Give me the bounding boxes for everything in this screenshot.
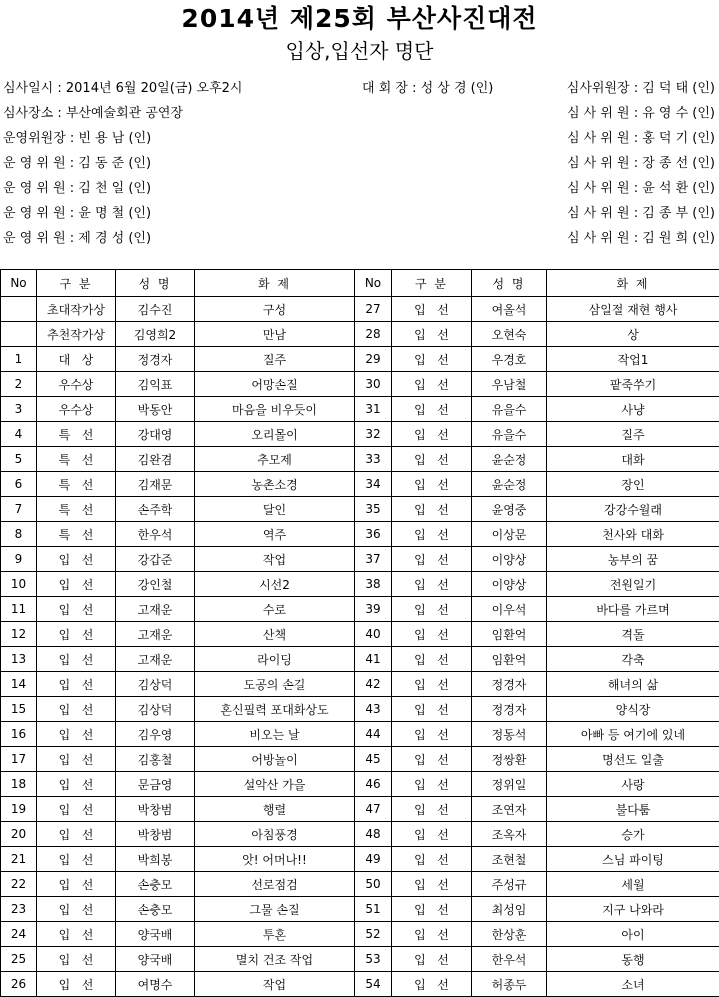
table-row: [1, 922, 719, 947]
entry-number: 38: [355, 572, 392, 597]
work-title: 멸치 건조 작업: [195, 947, 355, 972]
award-category: 입 선: [392, 947, 472, 972]
work-title: 만남: [195, 322, 355, 347]
judge-2: 심 사 위 원 : 홍 덕 기 (인): [567, 126, 715, 151]
entrant-name: 한우석: [116, 522, 195, 547]
entry-number: 24: [1, 922, 37, 947]
award-category: 입 선: [37, 822, 116, 847]
info-row: [0, 176, 719, 201]
info-row: [0, 126, 719, 151]
table-row: [1, 397, 719, 422]
award-category: 입 선: [392, 897, 472, 922]
award-category: 입 선: [37, 697, 116, 722]
award-category: 입 선: [37, 672, 116, 697]
work-title: 작업: [195, 547, 355, 572]
info-row: [0, 201, 719, 226]
work-title: 전원일기: [547, 572, 719, 597]
work-title: 어망손질: [195, 372, 355, 397]
table-row: [1, 872, 719, 897]
entry-number: 45: [355, 747, 392, 772]
entry-number: 40: [355, 622, 392, 647]
work-title: 사냥: [547, 397, 719, 422]
work-title: 아빠 등 여기에 있네: [547, 722, 719, 747]
entrant-name: 양국배: [116, 922, 195, 947]
award-category: 특 선: [37, 447, 116, 472]
work-title: 마음을 비우듯이: [195, 397, 355, 422]
column-header: 화 제: [195, 270, 355, 297]
award-category: 입 선: [392, 922, 472, 947]
entry-number: 35: [355, 497, 392, 522]
column-header: 화 제: [547, 270, 719, 297]
award-category: 입 선: [37, 872, 116, 897]
entry-number: 31: [355, 397, 392, 422]
entrant-name: 박동안: [116, 397, 195, 422]
info-row: [0, 151, 719, 176]
work-title: 선로점검: [195, 872, 355, 897]
work-title: 비오는 날: [195, 722, 355, 747]
award-category: 입 선: [392, 347, 472, 372]
entry-number: 29: [355, 347, 392, 372]
table-row: [1, 597, 719, 622]
work-title: 도공의 손길: [195, 672, 355, 697]
entrant-name: 고재운: [116, 597, 195, 622]
entrant-name: 임환억: [472, 622, 547, 647]
entry-number: 14: [1, 672, 37, 697]
entry-number: 22: [1, 872, 37, 897]
entrant-name: 박창범: [116, 822, 195, 847]
judging-date: 심사일시 : 2014년 6월 20일(금) 오후2시: [3, 76, 243, 101]
award-category: 입 선: [37, 897, 116, 922]
table-row: [1, 822, 719, 847]
work-title: 팥죽쑤기: [547, 372, 719, 397]
table-row: [1, 297, 719, 322]
table-row: [1, 322, 719, 347]
table-row: [1, 672, 719, 697]
table-row: [1, 897, 719, 922]
work-title: 농부의 꿈: [547, 547, 719, 572]
entry-number: 53: [355, 947, 392, 972]
president: 대 회 장 : 성 상 경 (인): [362, 76, 493, 101]
committee-member-2: 운 영 위 원 : 김 천 일 (인): [3, 176, 151, 201]
entrant-name: 임환억: [472, 647, 547, 672]
work-title: 투혼: [195, 922, 355, 947]
award-category: 추천작가상: [37, 322, 116, 347]
table-row: [1, 772, 719, 797]
entrant-name: 최성임: [472, 897, 547, 922]
entrant-name: 조옥자: [472, 822, 547, 847]
work-title: 산책: [195, 622, 355, 647]
work-title: 양식장: [547, 697, 719, 722]
work-title: 격돌: [547, 622, 719, 647]
entrant-name: 김우영: [116, 722, 195, 747]
award-category: 입 선: [392, 397, 472, 422]
judge-4: 심 사 위 원 : 윤 석 환 (인): [567, 176, 715, 201]
committee-chair: 운영위원장 : 빈 용 남 (인): [3, 126, 151, 151]
column-header: 구 분: [392, 270, 472, 297]
award-category: 입 선: [392, 497, 472, 522]
work-title: 앗! 어머나!!: [195, 847, 355, 872]
table-row: [1, 947, 719, 972]
award-category: 입 선: [37, 622, 116, 647]
table-row: [1, 972, 719, 997]
work-title: 질주: [547, 422, 719, 447]
award-category: 입 선: [37, 722, 116, 747]
work-title: 라이딩: [195, 647, 355, 672]
award-category: 우수상: [37, 397, 116, 422]
award-category: 입 선: [37, 747, 116, 772]
work-title: 혼신필력 포대화상도: [195, 697, 355, 722]
award-category: 입 선: [37, 922, 116, 947]
entrant-name: 윤순정: [472, 472, 547, 497]
table-row: [1, 372, 719, 397]
judge-1: 심 사 위 원 : 유 영 수 (인): [567, 101, 715, 126]
entry-number: 11: [1, 597, 37, 622]
entrant-name: 유을수: [472, 397, 547, 422]
award-category: 입 선: [37, 847, 116, 872]
table-row: [1, 497, 719, 522]
work-title: 명선도 일출: [547, 747, 719, 772]
judge-3: 심 사 위 원 : 장 종 선 (인): [567, 151, 715, 176]
entrant-name: 손충모: [116, 897, 195, 922]
award-category: 입 선: [37, 597, 116, 622]
work-title: 해녀의 삶: [547, 672, 719, 697]
judge-5: 심 사 위 원 : 김 종 부 (인): [567, 201, 715, 226]
work-title: 상: [547, 322, 719, 347]
entry-number: 47: [355, 797, 392, 822]
work-title: 구성: [195, 297, 355, 322]
judging-venue: 심사장소 : 부산예술회관 공연장: [3, 101, 183, 126]
entry-number: 34: [355, 472, 392, 497]
entry-number: 36: [355, 522, 392, 547]
entry-number: 37: [355, 547, 392, 572]
award-category: 입 선: [392, 572, 472, 597]
entry-number: 13: [1, 647, 37, 672]
entrant-name: 유을수: [472, 422, 547, 447]
entry-number: 8: [1, 522, 37, 547]
entry-number: 23: [1, 897, 37, 922]
entry-number: 6: [1, 472, 37, 497]
table-row: [1, 572, 719, 597]
entrant-name: 고재운: [116, 647, 195, 672]
entrant-name: 정위일: [472, 772, 547, 797]
work-title: 소녀: [547, 972, 719, 997]
work-title: 수로: [195, 597, 355, 622]
entry-number: 12: [1, 622, 37, 647]
entry-number: 2: [1, 372, 37, 397]
entrant-name: 정동석: [472, 722, 547, 747]
entrant-name: 한상훈: [472, 922, 547, 947]
award-category: 입 선: [392, 322, 472, 347]
entrant-name: 이양상: [472, 547, 547, 572]
work-title: 세월: [547, 872, 719, 897]
entrant-name: 허종두: [472, 972, 547, 997]
entrant-name: 이양상: [472, 572, 547, 597]
work-title: 대화: [547, 447, 719, 472]
entrant-name: 조연자: [472, 797, 547, 822]
entry-number: 20: [1, 822, 37, 847]
award-category: 입 선: [392, 647, 472, 672]
column-header: No: [1, 270, 37, 297]
entrant-name: 이상문: [472, 522, 547, 547]
work-title: 삼일절 재현 행사: [547, 297, 719, 322]
award-category: 입 선: [392, 447, 472, 472]
entrant-name: 한우석: [472, 947, 547, 972]
work-title: 설악산 가을: [195, 772, 355, 797]
table-row: [1, 747, 719, 772]
entrant-name: 조현철: [472, 847, 547, 872]
entrant-name: 김완겸: [116, 447, 195, 472]
award-category: 특 선: [37, 522, 116, 547]
entrant-name: 여올석: [472, 297, 547, 322]
award-category: 입 선: [37, 947, 116, 972]
work-title: 사랑: [547, 772, 719, 797]
award-category: 특 선: [37, 472, 116, 497]
winners-table: [0, 269, 719, 997]
work-title: 각축: [547, 647, 719, 672]
work-title: 역주: [195, 522, 355, 547]
award-category: 입 선: [37, 797, 116, 822]
entrant-name: 강갑준: [116, 547, 195, 572]
entrant-name: 김홍철: [116, 747, 195, 772]
entry-number: 5: [1, 447, 37, 472]
table-row: [1, 847, 719, 872]
award-category: 입 선: [392, 797, 472, 822]
award-category: 입 선: [392, 747, 472, 772]
award-category: 우수상: [37, 372, 116, 397]
table-row: [1, 697, 719, 722]
entry-number: 42: [355, 672, 392, 697]
entry-number: 33: [355, 447, 392, 472]
award-category: 대 상: [37, 347, 116, 372]
work-title: 장인: [547, 472, 719, 497]
entrant-name: 김수진: [116, 297, 195, 322]
entrant-name: 주성규: [472, 872, 547, 897]
entrant-name: 손충모: [116, 872, 195, 897]
work-title: 아이: [547, 922, 719, 947]
entry-number: 3: [1, 397, 37, 422]
work-title: 질주: [195, 347, 355, 372]
award-category: 입 선: [392, 972, 472, 997]
entrant-name: 정쌍환: [472, 747, 547, 772]
entry-number: 49: [355, 847, 392, 872]
column-header: No: [355, 270, 392, 297]
info-row: [0, 101, 719, 126]
table-row: [1, 622, 719, 647]
entrant-name: 박희봉: [116, 847, 195, 872]
entry-number: 46: [355, 772, 392, 797]
work-title: 천사와 대화: [547, 522, 719, 547]
entrant-name: 윤영중: [472, 497, 547, 522]
award-category: 입 선: [392, 622, 472, 647]
entrant-name: 강인철: [116, 572, 195, 597]
award-category: 입 선: [37, 547, 116, 572]
info-row: [0, 226, 719, 251]
work-title: 시선2: [195, 572, 355, 597]
entry-number: 52: [355, 922, 392, 947]
entry-number: 30: [355, 372, 392, 397]
entry-number: 7: [1, 497, 37, 522]
work-title: 작업1: [547, 347, 719, 372]
entrant-name: 문금영: [116, 772, 195, 797]
entry-number: 9: [1, 547, 37, 572]
award-category: 입 선: [392, 522, 472, 547]
column-header: 구 분: [37, 270, 116, 297]
entry-number: 19: [1, 797, 37, 822]
column-header: 성 명: [116, 270, 195, 297]
table-row: [1, 797, 719, 822]
entrant-name: 손주학: [116, 497, 195, 522]
award-category: 입 선: [392, 472, 472, 497]
award-category: 입 선: [392, 547, 472, 572]
committee-member-1: 운 영 위 원 : 김 동 준 (인): [3, 151, 151, 176]
award-category: 특 선: [37, 497, 116, 522]
work-title: 농촌소경: [195, 472, 355, 497]
work-title: 강강수월래: [547, 497, 719, 522]
page-title: 2014년 제25회 부산사진대전: [0, 4, 719, 34]
entrant-name: 정경자: [472, 697, 547, 722]
award-category: 입 선: [392, 722, 472, 747]
table-row: [1, 422, 719, 447]
entry-number: 27: [355, 297, 392, 322]
award-category: 초대작가상: [37, 297, 116, 322]
entry-number: 25: [1, 947, 37, 972]
award-category: 입 선: [392, 697, 472, 722]
entry-number: 18: [1, 772, 37, 797]
entrant-name: 윤순정: [472, 447, 547, 472]
work-title: 오리몰이: [195, 422, 355, 447]
work-title: 아침풍경: [195, 822, 355, 847]
column-header: 성 명: [472, 270, 547, 297]
entry-number: 50: [355, 872, 392, 897]
entry-number: 21: [1, 847, 37, 872]
page-subtitle: 입상,입선자 명단: [0, 38, 719, 64]
work-title: 바다를 가르며: [547, 597, 719, 622]
award-category: 입 선: [392, 372, 472, 397]
entry-number: 1: [1, 347, 37, 372]
entrant-name: 김영희2: [116, 322, 195, 347]
entry-number: 17: [1, 747, 37, 772]
work-title: 스님 파이팅: [547, 847, 719, 872]
table-header-row: [1, 270, 719, 297]
work-title: 그물 손질: [195, 897, 355, 922]
entry-number: 26: [1, 972, 37, 997]
award-category: 입 선: [392, 872, 472, 897]
work-title: 달인: [195, 497, 355, 522]
entrant-name: 양국배: [116, 947, 195, 972]
award-category: 입 선: [392, 847, 472, 872]
award-category: 입 선: [392, 422, 472, 447]
entry-number: 54: [355, 972, 392, 997]
committee-member-3: 운 영 위 원 : 윤 명 철 (인): [3, 201, 151, 226]
committee-member-4: 운 영 위 원 : 제 경 성 (인): [3, 226, 151, 251]
work-title: 승가: [547, 822, 719, 847]
entry-number: 10: [1, 572, 37, 597]
entry-number: 28: [355, 322, 392, 347]
table-row: [1, 547, 719, 572]
award-category: 입 선: [37, 772, 116, 797]
entrant-name: 김상덕: [116, 672, 195, 697]
entrant-name: 정경자: [116, 347, 195, 372]
work-title: 동행: [547, 947, 719, 972]
entry-number: 43: [355, 697, 392, 722]
info-row: [0, 76, 719, 101]
work-title: 작업: [195, 972, 355, 997]
award-category: 입 선: [392, 822, 472, 847]
award-category: 입 선: [392, 597, 472, 622]
chief-judge: 심사위원장 : 김 덕 태 (인): [567, 76, 715, 101]
entrant-name: 우남철: [472, 372, 547, 397]
table-row: [1, 447, 719, 472]
award-category: 입 선: [392, 672, 472, 697]
award-category: 입 선: [37, 572, 116, 597]
entrant-name: 이우석: [472, 597, 547, 622]
entry-number: 16: [1, 722, 37, 747]
work-title: 불다툼: [547, 797, 719, 822]
table-row: [1, 522, 719, 547]
award-category: 입 선: [37, 972, 116, 997]
work-title: 어방놀이: [195, 747, 355, 772]
entrant-name: 정경자: [472, 672, 547, 697]
entry-number: 4: [1, 422, 37, 447]
table-row: [1, 722, 719, 747]
work-title: 지구 나와라: [547, 897, 719, 922]
award-category: 특 선: [37, 422, 116, 447]
entrant-name: 김익표: [116, 372, 195, 397]
entry-number: 48: [355, 822, 392, 847]
entry-number: 51: [355, 897, 392, 922]
entry-number: [1, 322, 37, 347]
judge-6: 심 사 위 원 : 김 원 희 (인): [567, 226, 715, 251]
table-row: [1, 347, 719, 372]
entry-number: 15: [1, 697, 37, 722]
entry-number: [1, 297, 37, 322]
entry-number: 44: [355, 722, 392, 747]
entry-number: 41: [355, 647, 392, 672]
award-category: 입 선: [37, 647, 116, 672]
entrant-name: 김상덕: [116, 697, 195, 722]
entry-number: 32: [355, 422, 392, 447]
entrant-name: 박창범: [116, 797, 195, 822]
entrant-name: 여명수: [116, 972, 195, 997]
entrant-name: 김재문: [116, 472, 195, 497]
entrant-name: 고재운: [116, 622, 195, 647]
entrant-name: 우경호: [472, 347, 547, 372]
award-category: 입 선: [392, 772, 472, 797]
table-row: [1, 472, 719, 497]
work-title: 행렬: [195, 797, 355, 822]
table-row: [1, 647, 719, 672]
award-category: 입 선: [392, 297, 472, 322]
entrant-name: 오현숙: [472, 322, 547, 347]
entry-number: 39: [355, 597, 392, 622]
entrant-name: 강대영: [116, 422, 195, 447]
work-title: 추모제: [195, 447, 355, 472]
